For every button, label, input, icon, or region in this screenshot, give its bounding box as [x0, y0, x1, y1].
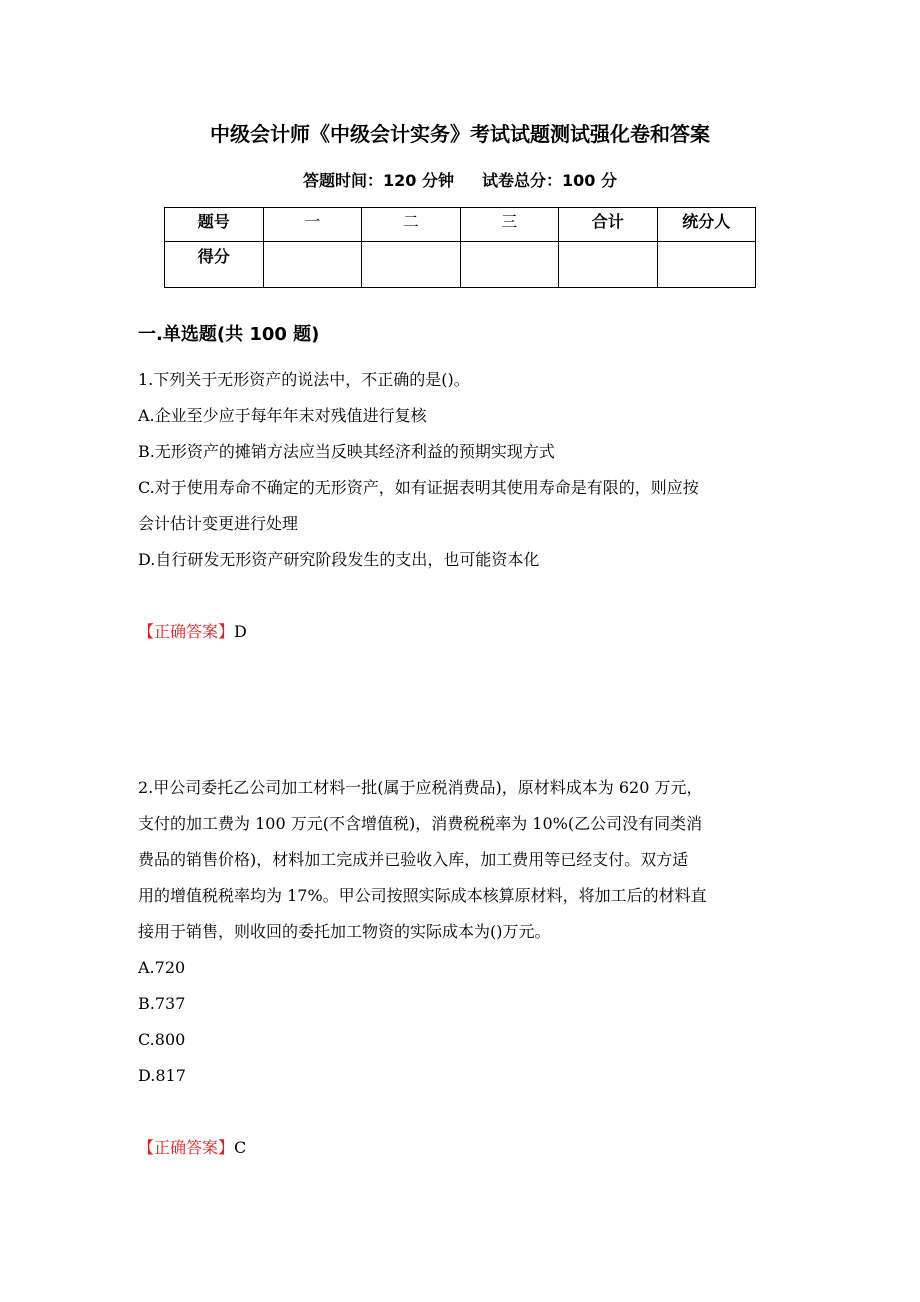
header-cell-total: 合计: [559, 208, 658, 242]
question-2-option-c: C.800: [138, 1030, 186, 1049]
score-table-score-row: [165, 242, 756, 288]
question-2-stem-line-5: 接用于销售，则收回的委托加工物资的实际成本为()万元。: [138, 922, 551, 941]
score-cell: [263, 242, 362, 288]
header-cell-part2: 二: [362, 208, 461, 242]
question-1-stem: 1.下列关于无形资产的说法中，不正确的是()。: [138, 370, 470, 389]
answer-label: 【正确答案】: [138, 622, 235, 641]
score-cell: [362, 242, 461, 288]
exam-total-score: 试卷总分：100 分: [482, 171, 617, 190]
exam-time: 答题时间：120 分钟: [303, 171, 454, 190]
answer-value: C: [234, 1138, 247, 1157]
question-1-option-c-cont: 会计估计变更进行处理: [138, 514, 299, 533]
question-2-stem-line-2: 支付的加工费为 100 万元(不含增值税)，消费税税率为 10%(乙公司没有同类消: [138, 814, 703, 833]
score-table-header-row: [165, 208, 756, 242]
question-1-option-c: C.对于使用寿命不确定的无形资产，如有证据表明其使用寿命是有限的，则应按: [138, 478, 699, 497]
question-1-answer: [138, 620, 798, 644]
question-2-stem-line-4: 用的增值税税率均为 17%。甲公司按照实际成本核算原材料，将加工后的材料直: [138, 886, 707, 905]
question-1-option-b: B.无形资产的摊销方法应当反映其经济利益的预期实现方式: [138, 442, 555, 461]
question-2-stem-line-3: 费品的销售价格)，材料加工完成并已验收入库，加工费用等已经支付。双方适: [138, 850, 689, 869]
question-2-option-a: A.720: [138, 958, 186, 977]
question-2-answer: [138, 1136, 798, 1160]
score-cell: [460, 242, 559, 288]
header-cell-grader: 统分人: [657, 208, 756, 242]
answer-value: D: [234, 622, 247, 641]
page-title: 中级会计师《中级会计实务》考试试题测试强化卷和答案: [210, 122, 710, 146]
question-2-option-b: B.737: [138, 994, 186, 1013]
header-cell-part1: 一: [263, 208, 362, 242]
score-cell: [657, 242, 756, 288]
answer-label: 【正确答案】: [138, 1138, 235, 1157]
score-table: [164, 207, 756, 288]
section-title: 一.单选题(共 100 题): [138, 324, 320, 345]
header-cell-number: 题号: [165, 208, 264, 242]
header-cell-part3: 三: [460, 208, 559, 242]
question-2-option-d: D.817: [138, 1066, 186, 1085]
score-row-label: 得分: [165, 242, 264, 288]
score-cell: [559, 242, 658, 288]
question-2-stem-line-1: 2.甲公司委托乙公司加工材料一批(属于应税消费品)，原材料成本为 620 万元，: [138, 778, 703, 797]
question-1-option-d: D.自行研发无形资产研究阶段发生的支出，也可能资本化: [138, 550, 540, 569]
exam-info: [0, 168, 920, 194]
question-1-option-a: A.企业至少应于每年年末对残值进行复核: [138, 406, 427, 425]
